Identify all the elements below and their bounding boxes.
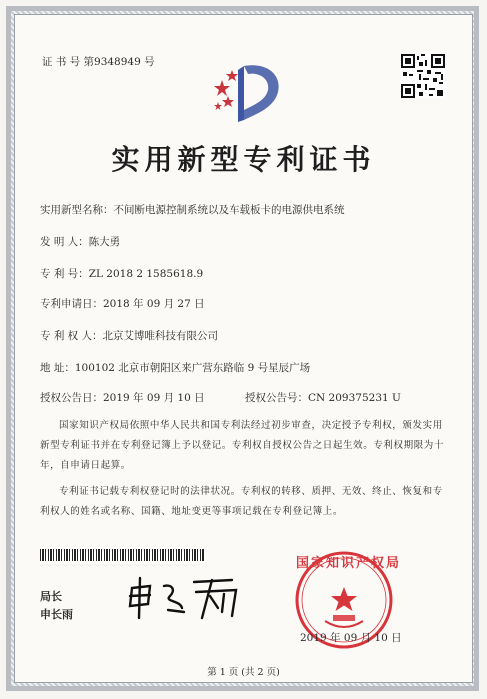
legal-status-paragraph: 专利证书记载专利权登记时的法律状况。专利权的转移、质押、无效、终止、恢复和专利权人的姓名或名称、国籍、地址变更等事项记载在专利登记簿上。 xyxy=(40,486,443,517)
patent-number-value: ZL 2018 2 1585618.9 xyxy=(88,268,204,280)
certificate-number: 证 书 号 第9348949 号 xyxy=(42,56,155,68)
grant-number-label: 授权公告号： xyxy=(245,392,308,404)
patentee-label: 专 利 权 人： xyxy=(40,330,103,342)
utility-model-name-row xyxy=(40,202,345,217)
page-indicator: 第 1 页 (共 2 页) xyxy=(207,667,280,678)
filing-date-label: 专利申请日： xyxy=(40,298,103,310)
grant-date-row xyxy=(40,390,205,405)
utility-model-name-label: 实用新型名称： xyxy=(40,204,114,216)
barcode xyxy=(40,549,204,561)
patentee-value: 北京艾博唯科技有限公司 xyxy=(102,330,219,342)
grant-date-value: 2019 年 09 月 10 日 xyxy=(103,392,205,404)
address-row xyxy=(40,360,310,375)
inventor-row xyxy=(40,234,120,249)
director-signature xyxy=(124,574,248,622)
qr-code xyxy=(401,54,445,98)
grant-number-row xyxy=(245,390,401,405)
address-label: 地 址： xyxy=(40,362,75,374)
address-value: 100102 北京市朝阳区来广营东路临 9 号星辰广场 xyxy=(74,362,311,374)
certificate-title: 实用新型专利证书 xyxy=(111,143,376,176)
inventor-label: 发 明 人： xyxy=(40,236,89,248)
cnipa-logo xyxy=(208,60,284,124)
director-title: 局长 xyxy=(40,590,62,603)
grant-number-value: CN 209375231 U xyxy=(308,392,401,404)
filing-date-value: 2018 年 09 月 27 日 xyxy=(103,298,205,310)
director-name: 申长雨 xyxy=(40,608,73,621)
patent-number-row xyxy=(40,266,203,281)
patent-number-label: 专 利 号： xyxy=(40,268,89,280)
seal-date: 2019 年 09 月 10 日 xyxy=(300,632,402,644)
inventor-value: 陈大勇 xyxy=(88,236,121,248)
grant-date-label: 授权公告日： xyxy=(40,392,103,404)
grant-paragraph: 国家知识产权局依照中华人民共和国专利法经过初步审查，决定授予专利权，颁发实用新型专利证书并在专利登记簿上予以登记。专利权自授权公告之日起生效。专利权期限为十年，自申请日起算。 xyxy=(40,420,445,471)
patentee-row xyxy=(40,328,218,343)
filing-date-row xyxy=(40,296,205,311)
seal-text: 国家知识产权局 xyxy=(296,556,402,571)
utility-model-name-value: 不间断电源控制系统以及车载板卡的电源供电系统 xyxy=(113,204,345,216)
